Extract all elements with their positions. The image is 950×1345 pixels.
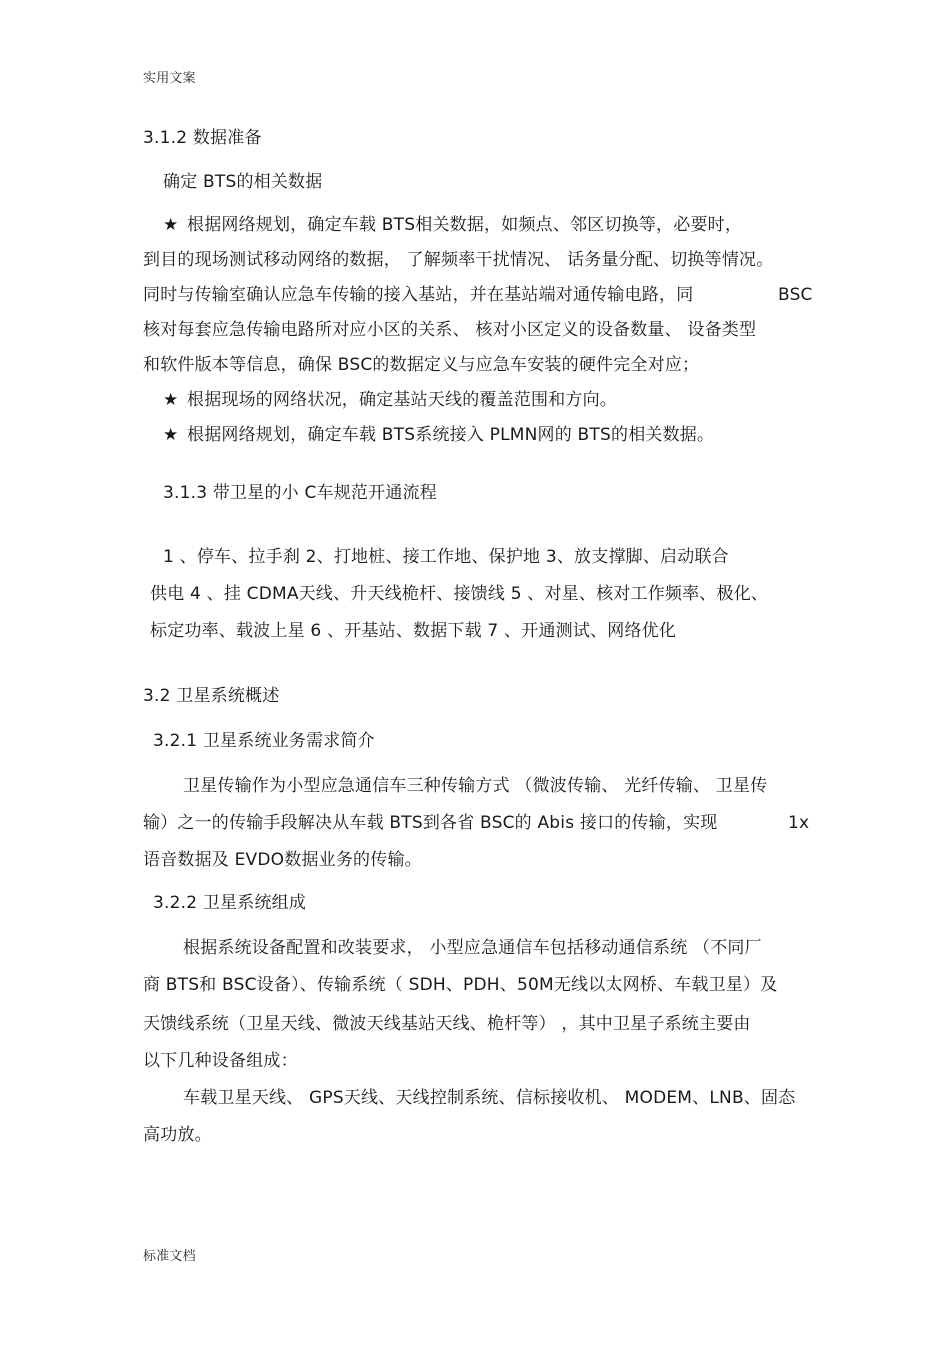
paragraph-line: 1 、停车、拉手刹 2、打地桩、接工作地、保护地 3、放支撑脚、启动联合 [163, 547, 729, 567]
star-icon: ★ [163, 390, 179, 410]
paragraph-line: 输）之一的传输手段解决从车载 BTS到各省 BSC的 Abis 接口的传输，实现 [143, 813, 718, 833]
bullet-item [163, 390, 617, 410]
paragraph-line: 车载卫星天线、 GPS天线、天线控制系统、信标接收机、 MODEM、LNB、固态 [183, 1088, 796, 1108]
section-heading-3-2-2: 3.2.2 卫星系统组成 [153, 893, 307, 913]
subheading-bts-data: 确定 BTS的相关数据 [163, 172, 323, 192]
paragraph-line: 商 BTS和 BSC设备）、传输系统（ SDH、PDH、50M无线以太网桥、车载卫星）及 [143, 975, 778, 995]
bullet-text: 根据现场的网络状况，确定基站天线的覆盖范围和方向。 [187, 390, 617, 410]
paragraph-line: 标定功率、载波上星 6 、开基站、数据下载 7 、开通测试、网络优化 [150, 621, 677, 641]
bullet-item [163, 215, 742, 235]
paragraph-line: 同时与传输室确认应急车传输的接入基站，并在基站端对通传输电路，同 [143, 285, 694, 305]
paragraph-line-end: BSC [778, 285, 813, 305]
bullet-item [163, 425, 714, 445]
star-icon: ★ [163, 425, 179, 445]
bullet-text: 根据网络规划，确定车载 BTS系统接入 PLMN网的 BTS的相关数据。 [187, 425, 715, 445]
paragraph-line: 语音数据及 EVDO数据业务的传输。 [143, 850, 422, 870]
paragraph-line: 核对每套应急传输电路所对应小区的关系、 核对小区定义的设备数量、 设备类型 [143, 320, 757, 340]
paragraph-line: 供电 4 、挂 CDMA天线、升天线桅杆、接馈线 5 、对星、核对工作频率、极化、 [150, 584, 769, 604]
paragraph-line: 到目的现场测试移动网络的数据， 了解频率干扰情况、 话务量分配、切换等情况。 [143, 250, 774, 270]
paragraph-line-end: 1x [788, 813, 810, 833]
page-header: 实用文案 [143, 71, 196, 86]
paragraph-line: 根据系统设备配置和改装要求， 小型应急通信车包括移动通信系统 （不同厂 [183, 938, 762, 958]
paragraph-line: 高功放。 [143, 1125, 212, 1145]
paragraph-line: 和软件版本等信息，确保 BSC的数据定义与应急车安装的硬件完全对应； [143, 355, 700, 375]
paragraph-line: 以下几种设备组成： [143, 1051, 298, 1071]
section-heading-3-2: 3.2 卫星系统概述 [143, 686, 280, 706]
section-heading-3-1-3: 3.1.3 带卫星的小 C车规范开通流程 [163, 483, 437, 503]
star-icon: ★ [163, 215, 179, 235]
section-heading-3-1-2: 3.1.2 数据准备 [143, 128, 262, 148]
page-footer: 标准文档 [143, 1249, 196, 1264]
paragraph-line: 天馈线系统（卫星天线、微波天线基站天线、桅杆等） ，其中卫星子系统主要由 [143, 1014, 751, 1034]
bullet-text: 根据网络规划，确定车载 BTS相关数据，如频点、邻区切换等，必要时， [187, 215, 743, 235]
paragraph-line: 卫星传输作为小型应急通信车三种传输方式 （微波传输、 光纤传输、 卫星传 [183, 776, 768, 796]
section-heading-3-2-1: 3.2.1 卫星系统业务需求简介 [153, 731, 375, 751]
